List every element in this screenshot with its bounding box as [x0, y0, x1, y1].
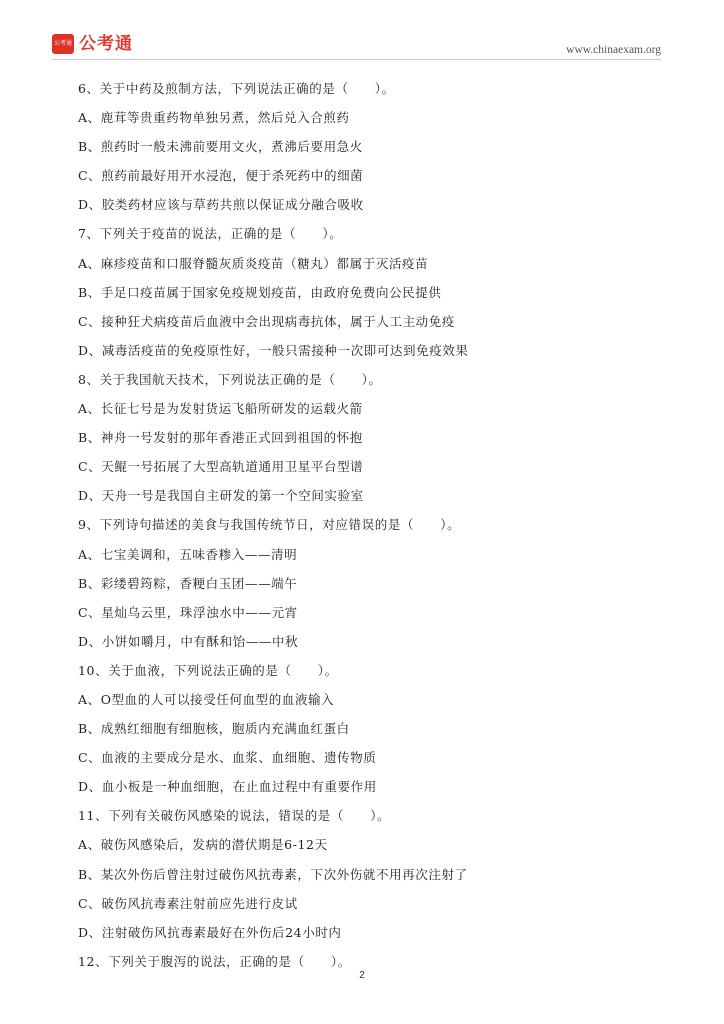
question-9-option-d: D、小饼如嚼月，中有酥和饴——中秋 [78, 633, 299, 649]
logo-text: 公考通 [79, 34, 133, 54]
question-10-stem: 10、关于血液，下列说法正确的是（ ）。 [78, 662, 338, 678]
question-9-option-b: B、彩缕碧筠粽，香粳白玉团——端午 [78, 575, 298, 591]
question-9-stem: 9、下列诗句描述的美食与我国传统节日，对应错误的是（ ）。 [78, 517, 461, 533]
question-7-option-a: A、麻疹疫苗和口服脊髓灰质炎疫苗（糖丸）都属于灭活疫苗 [78, 255, 429, 271]
question-11-option-b: B、某次外伤后曾注射过破伤风抗毒素，下次外伤就不用再次注射了 [78, 866, 468, 882]
question-8-option-a: A、长征七号是为发射货运飞船所研发的运载火箭 [78, 401, 363, 417]
question-10-option-a: A、O型血的人可以接受任何血型的血液输入 [78, 691, 335, 707]
question-6-option-b: B、煎药时一般未沸前要用文火，煮沸后要用急火 [78, 139, 363, 155]
question-6-stem: 6、关于中药及煎制方法，下列说法正确的是（ ）。 [78, 81, 395, 96]
logo-badge: 公考通 [52, 34, 74, 54]
question-7-option-c: C、接种狂犬病疫苗后血液中会出现病毒抗体，属于人工主动免疫 [78, 313, 455, 329]
question-11-option-a: A、破伤风感染后，发病的潜伏期是6-12天 [78, 837, 328, 853]
page-header [52, 34, 661, 58]
question-8-option-c: C、天鲲一号拓展了大型高轨道通用卫星平台型谱 [78, 459, 364, 475]
question-6-option-a: A、鹿茸等贵重药物单独另煮，然后兑入合煎药 [78, 110, 350, 126]
header-divider [52, 59, 661, 60]
question-8-option-b: B、神舟一号发射的那年香港正式回到祖国的怀抱 [78, 430, 363, 446]
question-7-stem: 7、下列关于疫苗的说法，正确的是（ ）。 [78, 226, 343, 242]
question-10-option-c: C、血液的主要成分是水、血浆、血细胞、遗传物质 [78, 750, 377, 766]
question-7-option-d: D、减毒活疫苗的免疫原性好，一般只需接种一次即可达到免疫效果 [78, 342, 469, 358]
question-9-option-a: A、七宝美调和，五味香糁入——清明 [78, 546, 298, 562]
question-7-option-b: B、手足口疫苗属于国家免疫规划疫苗，由政府免费向公民提供 [78, 284, 442, 300]
site-url: www.chinaexam.org [566, 44, 661, 56]
question-6-option-d: D、胶类药材应该与草药共煎以保证成分融合吸收 [78, 197, 364, 213]
question-9-option-c: C、星灿乌云里，珠浮浊水中——元宵 [78, 604, 298, 620]
question-10-option-d: D、血小板是一种血细胞，在止血过程中有重要作用 [78, 779, 377, 795]
question-11-option-d: D、注射破伤风抗毒素最好在外伤后24小时内 [78, 924, 342, 940]
question-8-stem: 8、关于我国航天技术，下列说法正确的是（ ）。 [78, 371, 382, 387]
logo [52, 34, 133, 54]
question-11-stem: 11、下列有关破伤风感染的说法，错误的是（ ）。 [78, 808, 391, 824]
question-6-option-c: C、煎药前最好用开水浸泡，便于杀死药中的细菌 [78, 168, 364, 184]
question-10-option-b: B、成熟红细胞有细胞核，胞质内充满血红蛋白 [78, 721, 350, 737]
question-11-option-c: C、破伤风抗毒素注射前应先进行皮试 [78, 895, 298, 911]
page-number: 2 [359, 970, 365, 981]
question-8-option-d: D、天舟一号是我国自主研发的第一个空间实验室 [78, 488, 364, 504]
document-body [78, 78, 678, 980]
question-12-stem: 12、下列关于腹泻的说法，正确的是（ ）。 [78, 953, 351, 969]
